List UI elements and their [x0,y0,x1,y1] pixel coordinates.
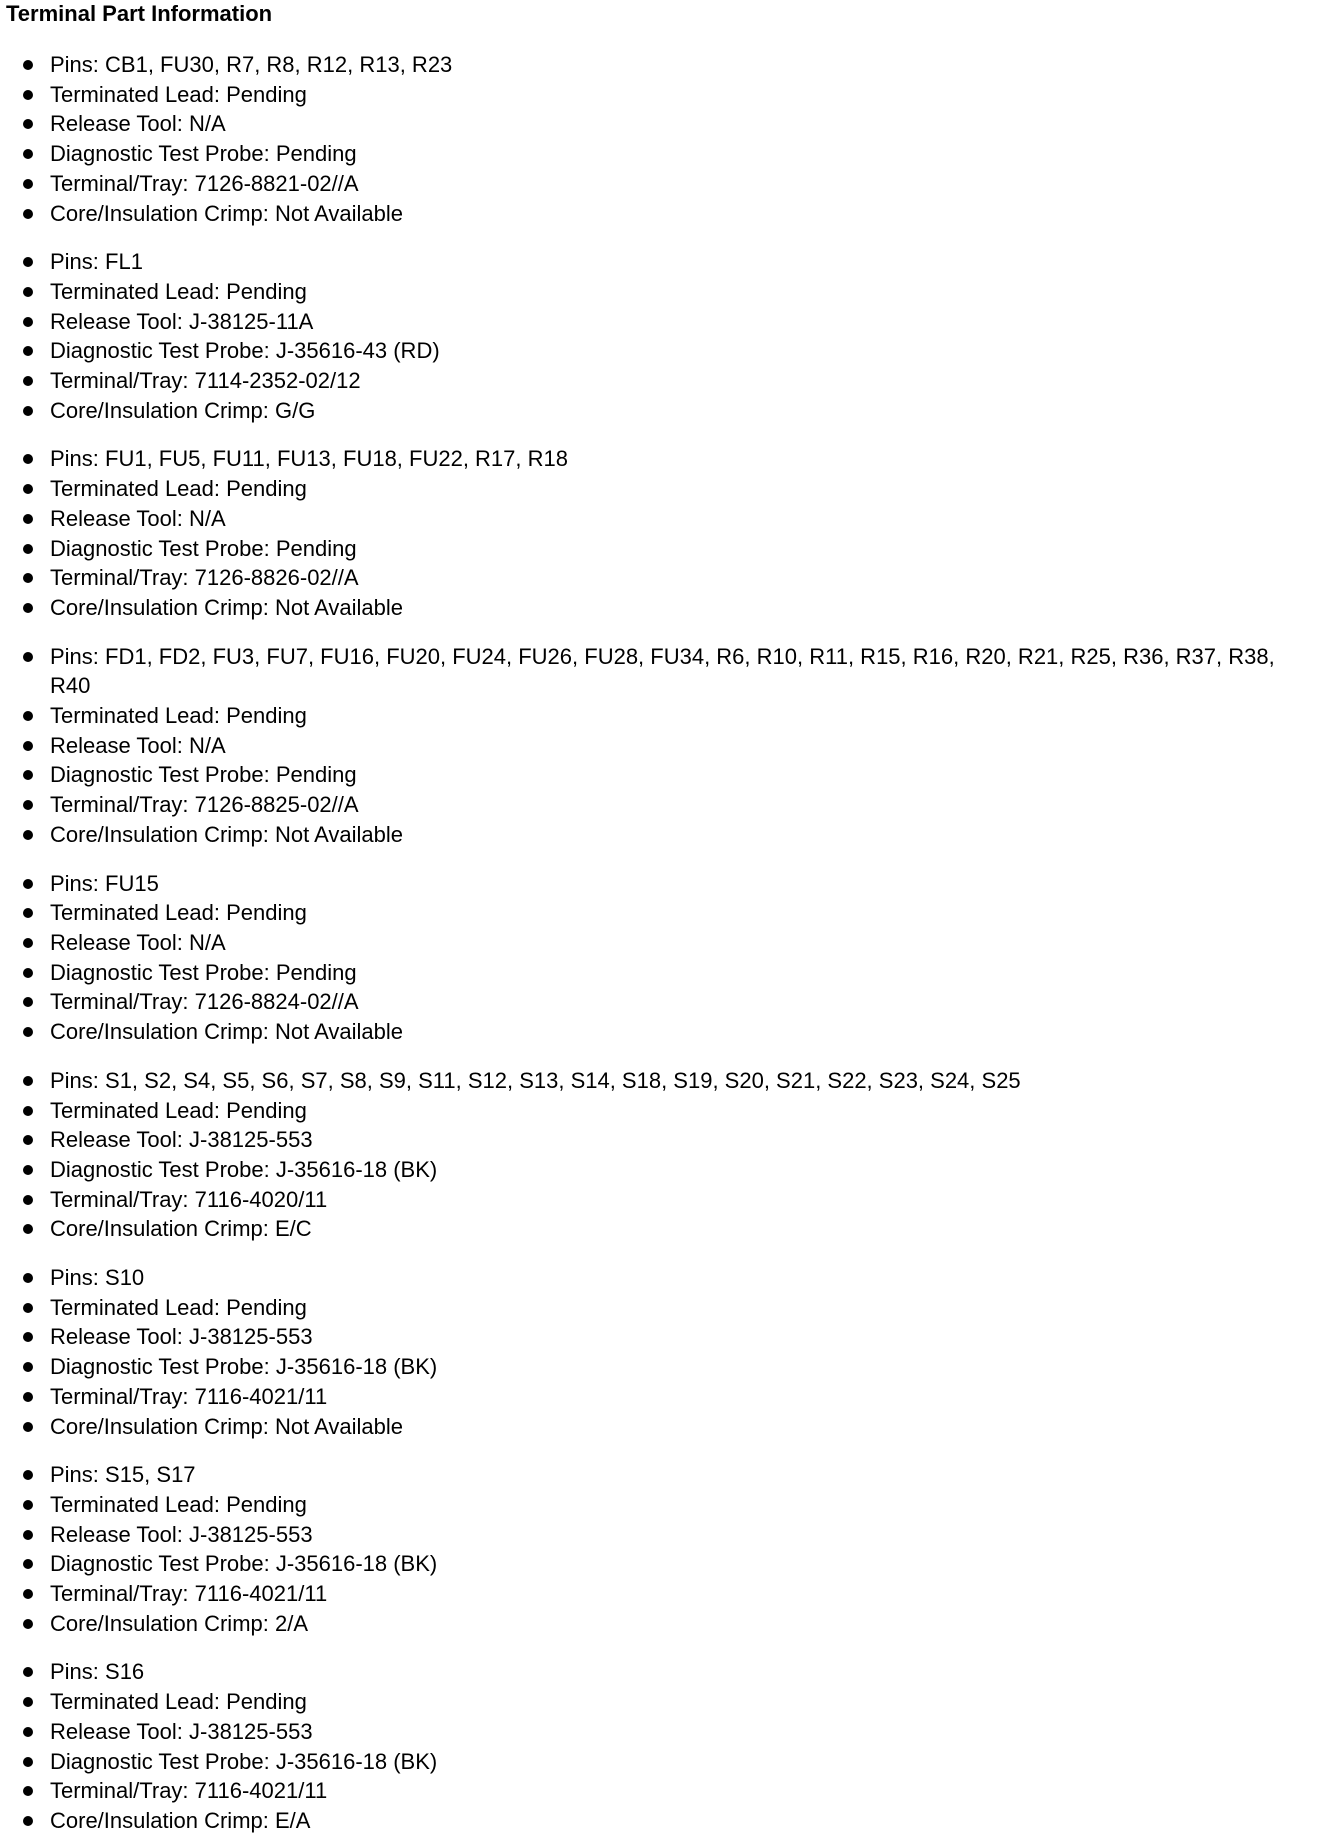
terminal-tray-item: Terminal/Tray: 7126-8826-02//A [6,563,1318,593]
pins-item: Pins: FU1, FU5, FU11, FU13, FU18, FU22, R17, R18 [6,444,1318,474]
terminal-group [6,1460,1318,1638]
terminal-groups [6,50,1318,1836]
terminal-group [6,642,1318,850]
diagnostic-test-probe-item: Diagnostic Test Probe: Pending [6,958,1318,988]
terminal-group [6,247,1318,425]
diagnostic-test-probe-item: Diagnostic Test Probe: Pending [6,139,1318,169]
release-tool-item: Release Tool: N/A [6,109,1318,139]
diagnostic-test-probe-item: Diagnostic Test Probe: J-35616-18 (BK) [6,1352,1318,1382]
core-insulation-crimp-item: Core/Insulation Crimp: E/A [6,1806,1318,1836]
terminated-lead-item: Terminated Lead: Pending [6,1687,1318,1717]
core-insulation-crimp-item: Core/Insulation Crimp: E/C [6,1214,1318,1244]
release-tool-item: Release Tool: N/A [6,731,1318,761]
terminal-group [6,1066,1318,1244]
terminal-tray-item: Terminal/Tray: 7114-2352-02/12 [6,366,1318,396]
release-tool-item: Release Tool: J-38125-553 [6,1125,1318,1155]
terminal-group [6,1657,1318,1835]
terminated-lead-item: Terminated Lead: Pending [6,898,1318,928]
pins-item: Pins: FU15 [6,869,1318,899]
release-tool-item: Release Tool: J-38125-553 [6,1322,1318,1352]
terminated-lead-item: Terminated Lead: Pending [6,474,1318,504]
release-tool-item: Release Tool: N/A [6,928,1318,958]
pins-item: Pins: S15, S17 [6,1460,1318,1490]
diagnostic-test-probe-item: Diagnostic Test Probe: J-35616-18 (BK) [6,1549,1318,1579]
diagnostic-test-probe-item: Diagnostic Test Probe: J-35616-18 (BK) [6,1747,1318,1777]
release-tool-item: Release Tool: J-38125-553 [6,1520,1318,1550]
diagnostic-test-probe-item: Diagnostic Test Probe: Pending [6,760,1318,790]
terminated-lead-item: Terminated Lead: Pending [6,1293,1318,1323]
release-tool-item: Release Tool: J-38125-11A [6,307,1318,337]
terminal-tray-item: Terminal/Tray: 7116-4021/11 [6,1579,1318,1609]
pins-item: Pins: S16 [6,1657,1318,1687]
terminal-tray-item: Terminal/Tray: 7126-8821-02//A [6,169,1318,199]
terminal-tray-item: Terminal/Tray: 7116-4021/11 [6,1776,1318,1806]
diagnostic-test-probe-item: Diagnostic Test Probe: J-35616-18 (BK) [6,1155,1318,1185]
page-title: Terminal Part Information [6,1,273,26]
terminated-lead-item: Terminated Lead: Pending [6,277,1318,307]
pins-item: Pins: S10 [6,1263,1318,1293]
terminal-group [6,444,1318,622]
release-tool-item: Release Tool: N/A [6,504,1318,534]
terminal-group [6,869,1318,1047]
core-insulation-crimp-item: Core/Insulation Crimp: Not Available [6,593,1318,623]
pins-item: Pins: FD1, FD2, FU3, FU7, FU16, FU20, FU24, FU26, FU28, FU34, R6, R10, R11, R15, R16, R20, R21, R25, R36, R37, R38, R40 [6,642,1318,701]
terminal-tray-item: Terminal/Tray: 7116-4021/11 [6,1382,1318,1412]
release-tool-item: Release Tool: J-38125-553 [6,1717,1318,1747]
terminal-group [6,1263,1318,1441]
core-insulation-crimp-item: Core/Insulation Crimp: Not Available [6,820,1318,850]
core-insulation-crimp-item: Core/Insulation Crimp: Not Available [6,1412,1318,1442]
core-insulation-crimp-item: Core/Insulation Crimp: 2/A [6,1609,1318,1639]
pins-item: Pins: FL1 [6,247,1318,277]
terminal-group [6,50,1318,228]
pins-item: Pins: CB1, FU30, R7, R8, R12, R13, R23 [6,50,1318,80]
pins-item: Pins: S1, S2, S4, S5, S6, S7, S8, S9, S11, S12, S13, S14, S18, S19, S20, S21, S22, S23, S24, S25 [6,1066,1318,1096]
core-insulation-crimp-item: Core/Insulation Crimp: Not Available [6,199,1318,229]
terminated-lead-item: Terminated Lead: Pending [6,701,1318,731]
terminated-lead-item: Terminated Lead: Pending [6,1490,1318,1520]
core-insulation-crimp-item: Core/Insulation Crimp: Not Available [6,1017,1318,1047]
core-insulation-crimp-item: Core/Insulation Crimp: G/G [6,396,1318,426]
terminal-tray-item: Terminal/Tray: 7116-4020/11 [6,1185,1318,1215]
terminated-lead-item: Terminated Lead: Pending [6,1096,1318,1126]
diagnostic-test-probe-item: Diagnostic Test Probe: Pending [6,534,1318,564]
diagnostic-test-probe-item: Diagnostic Test Probe: J-35616-43 (RD) [6,336,1318,366]
terminal-tray-item: Terminal/Tray: 7126-8824-02//A [6,987,1318,1017]
terminal-tray-item: Terminal/Tray: 7126-8825-02//A [6,790,1318,820]
terminated-lead-item: Terminated Lead: Pending [6,80,1318,110]
